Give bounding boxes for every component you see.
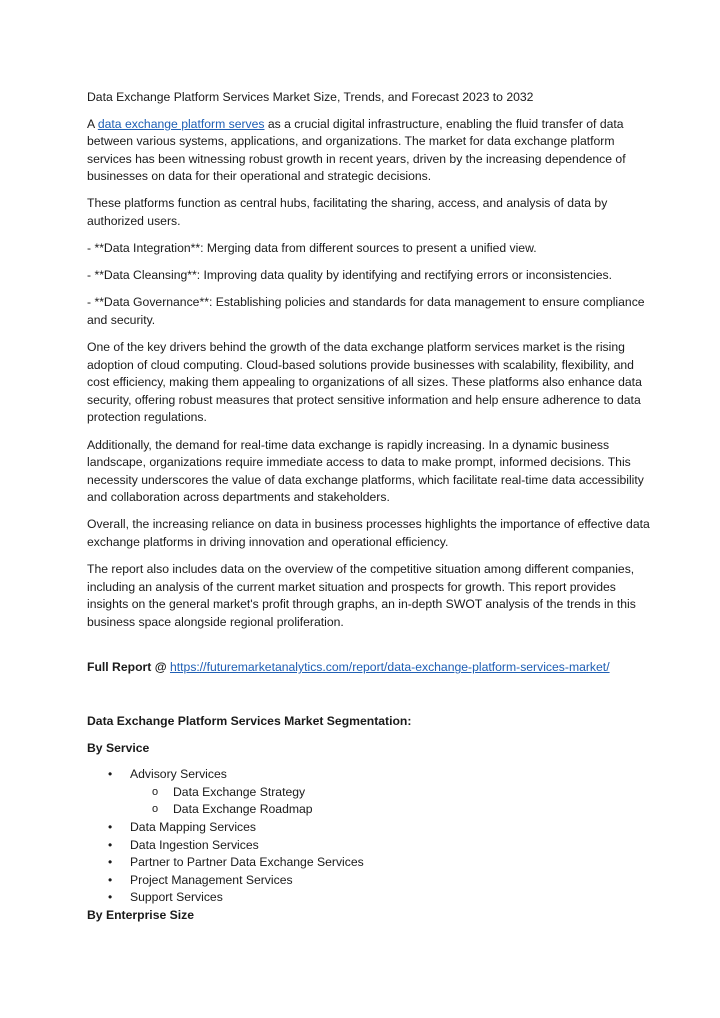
sub-list-item-label: Data Exchange Strategy — [173, 784, 306, 799]
list-item — [87, 872, 650, 890]
feature-data-governance: - **Data Governance**: Establishing policies and standards for data management to ensure compliance and security. — [87, 295, 645, 327]
list-item — [87, 854, 650, 872]
list-item-label: Advisory Services — [130, 767, 227, 782]
list-item — [87, 819, 650, 837]
intro-suffix: as a crucial digital infrastructure, enabling the fluid transfer of data between various systems, applications, and organizations. The market for data exchange platform services has been witnessing robust growth in recent years, driven by the increasing dependence of businesses on data for their operational and strategic decisions. — [87, 116, 626, 184]
list-item-label: Partner to Partner Data Exchange Services — [130, 855, 364, 870]
full-report-line — [87, 659, 650, 677]
full-report-link[interactable]: https://futuremarketanalytics.com/report/data-exchange-platform-services-market/ — [169, 660, 610, 675]
list-item-label: Data Ingestion Services — [130, 837, 259, 852]
list-item-label: Project Management Services — [130, 872, 293, 887]
bullet-icon: • — [108, 767, 113, 782]
bullet-icon: • — [108, 890, 113, 905]
full-report-label: Full Report @ — [87, 660, 170, 675]
sub-list-item — [130, 801, 650, 819]
body-paragraph: Overall, the increasing reliance on data in business processes highlights the importance of effective data exchange platforms in driving innovation and operational efficiency. — [87, 517, 650, 549]
sub-list-item — [130, 784, 650, 802]
body-paragraph: One of the key drivers behind the growth of the data exchange platform services market is the rising adoption of cloud computing. Cloud-based solutions provide businesses with scalability, flexibility, and cost efficiency, making them appealing to organizations of all sizes. These platforms also enhance data security, offering robust measures that protect sensitive information and help ensure adherence to data protection regulations. — [87, 340, 642, 425]
list-item — [87, 837, 650, 855]
circle-bullet-icon: o — [152, 785, 159, 798]
sub-list-item-label: Data Exchange Roadmap — [173, 802, 313, 817]
list-item — [87, 766, 650, 819]
feature-data-integration: - **Data Integration**: Merging data from different sources to present a unified view. — [87, 241, 537, 256]
intro-paragraph — [87, 116, 650, 186]
list-item-label: Support Services — [130, 890, 223, 905]
document-title: Data Exchange Platform Services Market Size, Trends, and Forecast 2023 to 2032 — [87, 90, 534, 104]
bullet-icon: • — [108, 820, 113, 834]
bullet-icon: • — [108, 872, 113, 887]
intro-link[interactable]: data exchange platform serves — [97, 116, 265, 131]
bullet-icon: • — [108, 855, 113, 870]
feature-data-cleansing: - **Data Cleansing**: Improving data quality by identifying and rectifying errors or inconsistencies. — [87, 268, 613, 283]
list-item — [87, 889, 650, 907]
circle-bullet-icon: o — [152, 803, 159, 816]
body-paragraph: The report also includes data on the overview of the competitive situation among different companies, including an analysis of the current market situation and prospects for growth. This report provides insights on the general market's profit through graphs, an in-depth SWOT analysis of the trends in this business space alongside regional proliferation. — [87, 562, 636, 629]
by-enterprise-size-heading: By Enterprise Size — [87, 907, 195, 922]
bullet-icon: • — [108, 837, 113, 852]
by-service-heading: By Service — [87, 740, 150, 755]
body-paragraph: These platforms function as central hubs, facilitating the sharing, access, and analysis of data by authorized users. — [87, 196, 608, 229]
service-list — [87, 766, 650, 907]
segmentation-heading: Data Exchange Platform Services Market Segmentation: — [87, 714, 412, 729]
intro-prefix: A — [87, 116, 98, 131]
body-paragraph: Additionally, the demand for real-time data exchange is rapidly increasing. In a dynamic business landscape, organizations require immediate access to data to make prompt, informed decisions. This necessity underscores the value of data exchange platforms, which facilitate real-time data accessibility and collaboration across departments and stakeholders. — [87, 437, 644, 505]
list-item-label: Data Mapping Services — [130, 820, 256, 834]
sub-list — [130, 784, 650, 819]
